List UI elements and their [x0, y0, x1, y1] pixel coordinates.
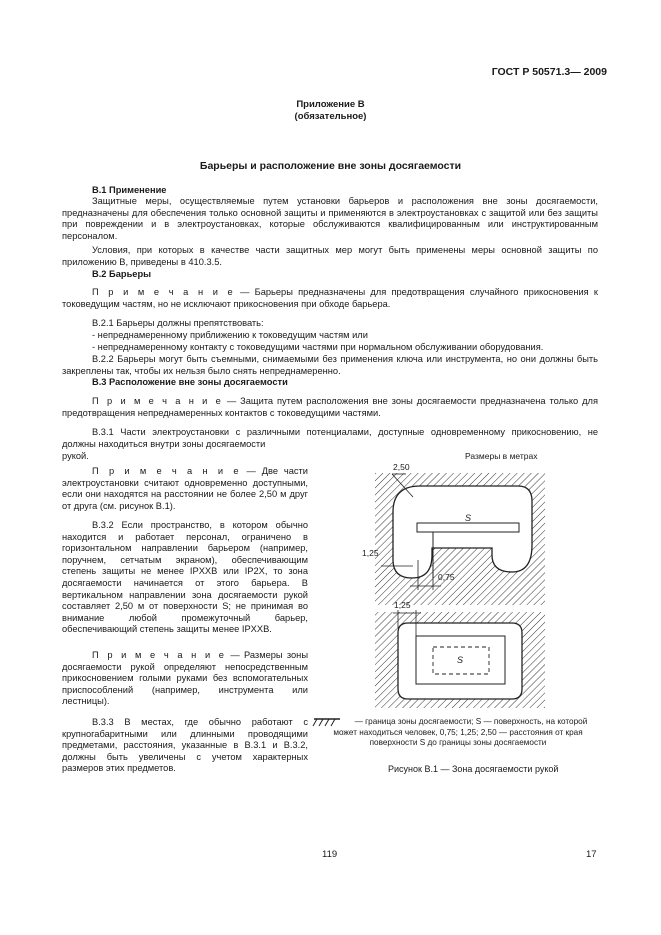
surface-label-plan: S — [457, 655, 464, 665]
section-b22: В.2.2 Барьеры могут быть съемными, снимаемыми без применения ключа или инструмента, но они должны быть закреплены так, чтобы их нельзя было снять непреднамеренно. — [62, 354, 598, 376]
section-b32: В.3.2 Если пространство, в котором обычно находится и работает персонал, ограничено в горизонтальном направлении барьером (например, поручнем, сетчатым экраном), обеспечивающим степень защиты не менее IPXXB или IP2X, то зона досягаемости начинается от этого барьера. В вертикальном направлении зона досягаемости рукой составляет 2,50 м от поверхности S; не принимая во внимание любой промежуточный барьер, обеспечивающий степень защиты менее IPXXB. — [62, 520, 308, 635]
annex-heading: Барьеры и расположение вне зоны досягаемости — [199, 160, 462, 172]
section-b1-title: В.1 Применение — [92, 185, 167, 195]
section-b2-title: В.2 Барьеры — [92, 269, 152, 279]
section-b1-paragraph-1: Защитные меры, осуществляемые путем установки барьеров и расположения вне зоны досягаемости, предназначены для обеспечения только основной защиты и применяются в электроустановках с защитой или без защиты при повреждении и в электроустановках, которые обслуживаются квалифицированным или инструктированным персоналом. — [62, 196, 598, 241]
section-b21-item-1: - непреднамеренному приближению к токоведущим частям или — [92, 330, 368, 340]
section-view — [375, 473, 545, 605]
surface-s-section — [417, 523, 519, 532]
note-word: П р и м е ч а н и е — [92, 287, 235, 297]
section-b33: В.3.3 В местах, где обычно работают с крупногабаритными или длинными проводящими предметами, расстояния, указанные в В.3.1 и В.3.2, должны быть увеличены с учетом характерных размеров этих предметов. — [62, 717, 308, 774]
section-b3-title: В.3 Расположение вне зоны досягаемости — [92, 377, 288, 387]
page-number-center: 119 — [322, 849, 338, 860]
dim-label-top: 2,50 — [393, 462, 410, 472]
section-b21-item-2: - непреднамеренному контакту с токоведущими частями при нормальном обслуживании оборудования. — [92, 342, 544, 352]
section-zone-hatch — [375, 473, 545, 605]
standard-number: ГОСТ Р 50571.3— 2009 — [491, 66, 607, 78]
dim-label-bottom: 0,75 — [438, 572, 455, 582]
figure-units-note: Размеры в метрах — [465, 451, 538, 461]
note-word: П р и м е ч а н и е — [92, 650, 227, 660]
annex-status: (обязательное) — [294, 111, 367, 122]
annex-title: Приложение В — [296, 99, 365, 110]
section-b31-lead: В.3.1 Части электроустановки с различными потенциалами, доступные одновременному прикосновению, не должны находиться внутри зоны досягаемости — [62, 427, 598, 449]
dim-label-plan: 1,25 — [394, 600, 411, 610]
section-b3-note: П р и м е ч а н и е — Защита путем расположения вне зоны досягаемости предназначена только для предотвращения непреднамеренных контактов с токоведущими частями. — [62, 396, 598, 418]
note-word: П р и м е ч а н и е — [92, 466, 241, 476]
dim-label-left: 1,25 — [362, 548, 379, 558]
note-word: П р и м е ч а н и е — [92, 396, 224, 406]
page-number-right: 17 — [586, 849, 597, 860]
figure-caption: Рисунок В.1 — Зона досягаемости рукой — [388, 764, 559, 774]
section-b21: В.2.1 Барьеры должны препятствовать: — [92, 318, 264, 328]
section-b31-note: П р и м е ч а н и е — Две части электроустановки считают одновременно доступными, если они находятся на расстоянии не более 2,50 м друг от друга (см. рисунок В.1). — [62, 466, 308, 511]
section-b2-note: П р и м е ч а н и е — Барьеры предназначены для предотвращения случайного прикосновения к токоведущим частям, но не исключают прикосновения при обходе барьера. — [62, 287, 598, 309]
section-b1-paragraph-2: Условия, при которых в качестве части защитных мер могут быть применены меры основной защиты по приложению В, приведены в 410.3.5. — [62, 245, 598, 267]
figure-legend: — граница зоны досягаемости; S — поверхность, на которой может находиться человек, 0,75; 1,25; 2,50 — расстояния от края поверхности S до границы зоны досягаемости — [333, 717, 588, 747]
section-b31-end: рукой. — [62, 451, 89, 461]
section-b32-note: П р и м е ч а н и е — Размеры зоны досягаемости рукой определяют непосредственным прикосновением голыми руками без вспомогательных приспособлений (например, инструмента или лестницы). — [62, 650, 308, 707]
surface-label-section: S — [465, 513, 472, 523]
